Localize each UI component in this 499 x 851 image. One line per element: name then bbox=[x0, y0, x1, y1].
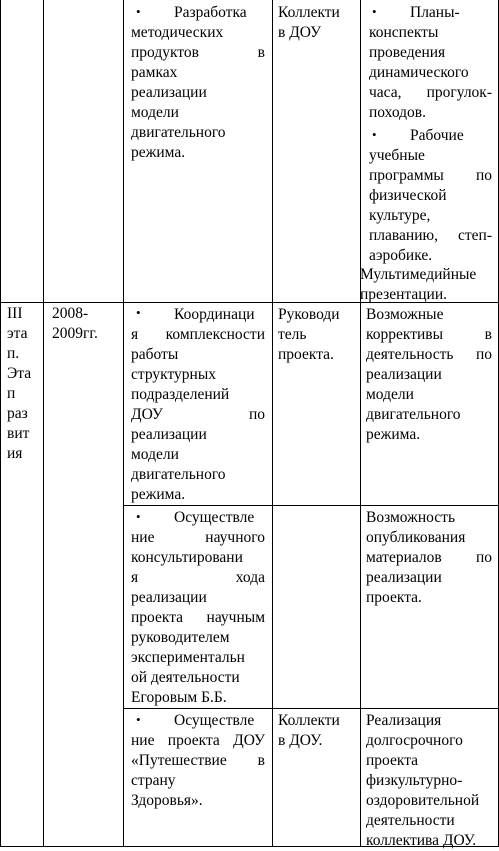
table-border bbox=[43, 0, 44, 847]
word: я bbox=[131, 569, 139, 586]
table-border bbox=[272, 0, 273, 847]
activity-text-line: ой деятельности bbox=[131, 669, 240, 686]
word: в bbox=[257, 44, 265, 61]
word: по bbox=[475, 346, 492, 363]
activity-text-line: Егоровым Б.Б. bbox=[131, 689, 227, 706]
result-text-line: опубликования bbox=[366, 529, 466, 546]
result-text-line bbox=[369, 166, 492, 186]
table-border bbox=[0, 0, 1, 847]
result-text-line: физической bbox=[369, 187, 447, 204]
bullet-icon: • bbox=[136, 305, 141, 320]
word: ние bbox=[131, 529, 155, 546]
result-text-line: модели bbox=[366, 386, 414, 403]
responsible-text-line: Коллекти bbox=[278, 4, 340, 21]
word: в bbox=[257, 752, 265, 769]
stage-text-line: вит bbox=[7, 425, 30, 442]
result-text-line: Реализация bbox=[366, 712, 442, 729]
activity-text-line: экспериментальн bbox=[131, 649, 245, 666]
word: я bbox=[131, 326, 139, 343]
result-text-line bbox=[366, 548, 492, 568]
activity-text-line: подразделений bbox=[131, 386, 230, 403]
activity-text-line: режима. bbox=[131, 486, 186, 503]
activity-text-line bbox=[131, 528, 265, 548]
word: хода bbox=[235, 569, 265, 586]
stage-text-line: ия bbox=[7, 445, 23, 462]
result-text-line: конспекты bbox=[369, 24, 439, 41]
activity-text-line: структурных bbox=[131, 366, 216, 383]
table-border bbox=[123, 708, 499, 709]
result-text-line: физкультурно- bbox=[366, 772, 463, 789]
word: часа, bbox=[369, 84, 402, 101]
word: научным bbox=[206, 609, 265, 626]
activity-text-line: модели bbox=[131, 446, 179, 463]
activity-text-line bbox=[131, 325, 265, 345]
activity-text-line bbox=[131, 751, 265, 771]
word: материалов bbox=[366, 549, 442, 566]
bullet-icon: • bbox=[372, 127, 377, 142]
stage-text-line: эта bbox=[7, 325, 28, 342]
result-text-line: Возможность bbox=[366, 509, 456, 526]
word: комплексности bbox=[165, 326, 265, 343]
word: ДОУ bbox=[131, 406, 163, 423]
word: плаванию, bbox=[369, 227, 438, 244]
result-text-line: проекта bbox=[366, 752, 419, 769]
activity-text-line: рамках bbox=[131, 64, 178, 81]
responsible-text-line: в ДОУ. bbox=[278, 732, 323, 749]
activity-text-line: методических bbox=[131, 24, 224, 41]
word: степ- bbox=[458, 227, 492, 244]
result-text-line: деятельности bbox=[366, 812, 455, 829]
activity-text-line: реализации bbox=[131, 426, 207, 443]
result-text-line: Рабочие bbox=[410, 127, 464, 144]
result-text-line: режима. bbox=[366, 426, 421, 443]
word: научного bbox=[205, 529, 265, 546]
word: ние bbox=[131, 732, 155, 749]
result-text-line: Возможные bbox=[366, 306, 444, 323]
bullet-icon: • bbox=[136, 712, 141, 727]
result-text-line bbox=[369, 226, 492, 246]
activity-text-line: Осуществле bbox=[174, 712, 255, 729]
responsible-text-line: в ДОУ bbox=[278, 24, 322, 41]
word: коррективы bbox=[366, 326, 444, 343]
stage-text-line: п. bbox=[7, 345, 20, 362]
activity-text-line: консультировани bbox=[131, 549, 243, 566]
result-text-line: коллектива ДОУ. bbox=[366, 832, 477, 849]
activity-text-line: режима. bbox=[131, 144, 186, 161]
responsible-text-line: Руководи bbox=[278, 306, 340, 323]
result-text-line: учебные bbox=[369, 147, 425, 164]
result-text-line: проекта. bbox=[366, 589, 422, 606]
word: в bbox=[484, 326, 492, 343]
activity-text-line: руководителем bbox=[131, 629, 230, 646]
word: «Путешествие bbox=[131, 752, 227, 769]
result-text-line: динамического bbox=[369, 64, 469, 81]
period-text-line: 2009гг. bbox=[52, 325, 98, 342]
word: проекта bbox=[167, 732, 220, 749]
word: деятельность bbox=[366, 346, 454, 363]
result-text-line: проведения bbox=[369, 44, 446, 61]
table-border bbox=[123, 505, 499, 506]
activity-text-line: реализации bbox=[131, 84, 207, 101]
result-text-line bbox=[366, 345, 492, 365]
result-text-line: долгосрочного bbox=[366, 732, 463, 749]
result-text-line: Планы- bbox=[410, 4, 460, 21]
activity-text-line bbox=[131, 405, 265, 425]
word: ДОУ bbox=[233, 732, 265, 749]
result-text-line: реализации bbox=[366, 569, 442, 586]
bullet-icon: • bbox=[136, 509, 141, 524]
word: программы bbox=[369, 167, 444, 184]
result-text-line: оздоровительной bbox=[366, 792, 480, 809]
word: продуктов bbox=[131, 44, 199, 61]
responsible-text-line: Коллекти bbox=[278, 712, 340, 729]
activity-text-line: Координаци bbox=[174, 306, 255, 323]
result-text-line bbox=[369, 83, 492, 103]
responsible-text-line: тель bbox=[278, 326, 307, 343]
word: проекта bbox=[131, 609, 184, 626]
activity-text-line: модели bbox=[131, 104, 179, 121]
activity-text-line: работы bbox=[131, 346, 179, 363]
activity-text-line bbox=[131, 43, 265, 63]
result-text-line: двигательного bbox=[366, 406, 461, 423]
activity-text-line: двигательного bbox=[131, 124, 226, 141]
table-border bbox=[123, 0, 124, 847]
result-text-line: реализации bbox=[366, 366, 442, 383]
activity-text-line bbox=[131, 568, 265, 588]
activity-text-line: реализации bbox=[131, 589, 207, 606]
bullet-icon: • bbox=[372, 4, 377, 19]
bullet-icon: • bbox=[136, 4, 141, 19]
stage-text-line: III bbox=[7, 305, 23, 322]
table-border bbox=[360, 0, 361, 847]
activity-text-line: Здоровья». bbox=[131, 792, 203, 809]
activity-text-line: страну bbox=[131, 772, 176, 789]
word: по bbox=[475, 167, 492, 184]
stage-text-line: раз bbox=[7, 405, 28, 422]
result-text-line: Мультимедийные bbox=[360, 266, 477, 283]
word: прогулок- bbox=[426, 84, 492, 101]
result-text-line: походов. bbox=[369, 104, 426, 121]
result-text-line: культуре, bbox=[369, 207, 431, 224]
result-text-line: аэробике. bbox=[369, 247, 433, 264]
word: по bbox=[248, 406, 265, 423]
result-text-line: презентации. bbox=[360, 286, 448, 303]
period-text-line: 2008- bbox=[52, 305, 89, 322]
activity-text-line bbox=[131, 608, 265, 628]
responsible-text-line: проекта. bbox=[278, 346, 334, 363]
activity-text-line bbox=[131, 731, 265, 751]
stage-text-line: Эта bbox=[7, 365, 32, 382]
result-text-line bbox=[366, 325, 492, 345]
stage-text-line: п bbox=[7, 385, 16, 402]
activity-text-line: двигательного bbox=[131, 466, 226, 483]
activity-text-line: Осуществле bbox=[174, 509, 255, 526]
word: по bbox=[475, 549, 492, 566]
activity-text-line: Разработка bbox=[174, 4, 247, 21]
